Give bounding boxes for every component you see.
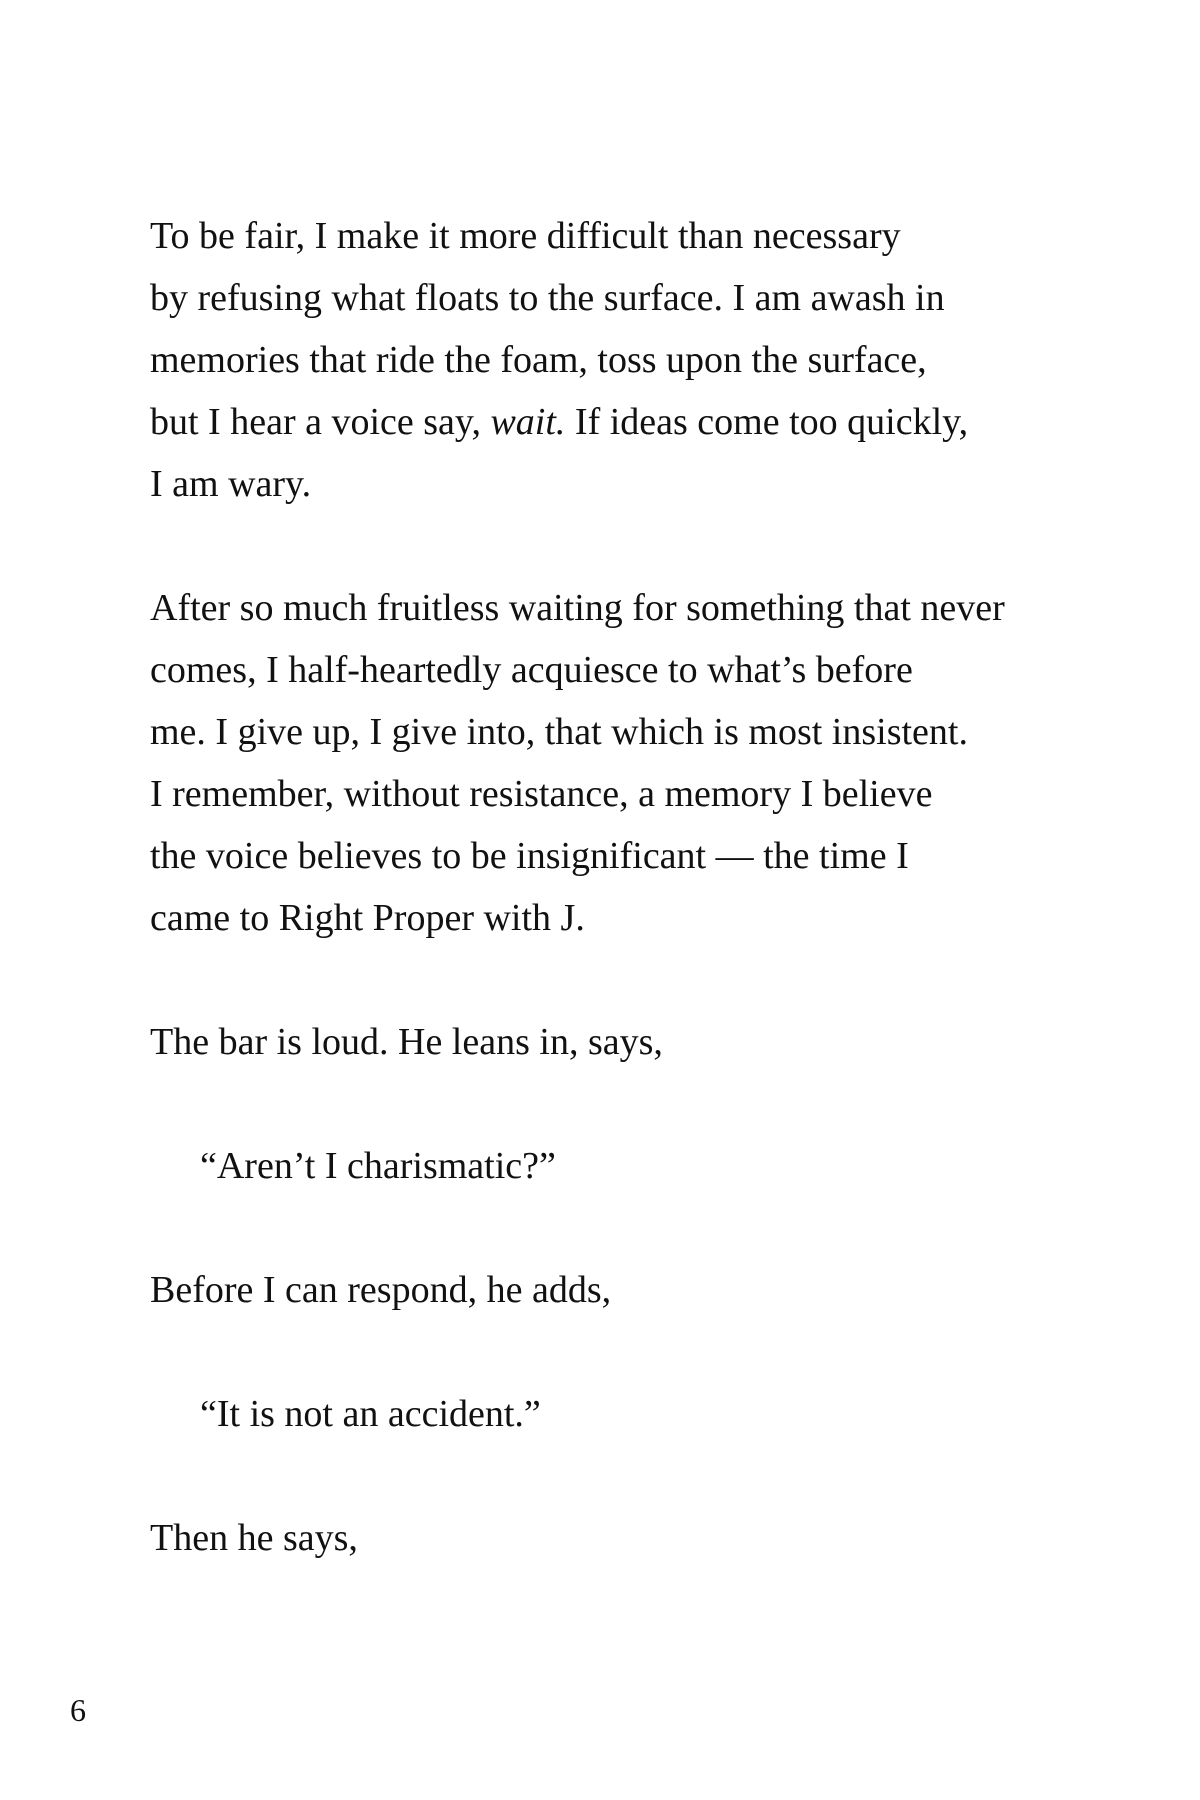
paragraph-2 bbox=[150, 577, 1070, 949]
dialogue-quote-1 bbox=[150, 1135, 1070, 1197]
text-line: “It is not an accident.” bbox=[200, 1393, 541, 1435]
text-line bbox=[150, 391, 1070, 453]
text-line: To be fair, I make it more difficult than necessary bbox=[150, 215, 901, 257]
paragraph-5 bbox=[150, 1507, 1070, 1569]
text-line: After so much fruitless waiting for something that never bbox=[150, 587, 1005, 629]
text-line: the voice believes to be insignificant — the time I bbox=[150, 835, 909, 877]
text-line: I remember, without resistance, a memory I believe bbox=[150, 773, 933, 815]
text-line: The bar is loud. He leans in, says, bbox=[150, 1021, 663, 1063]
text-line: by refusing what floats to the surface. I am awash in bbox=[150, 277, 945, 319]
paragraph-3 bbox=[150, 1011, 1070, 1073]
text-line: Then he says, bbox=[150, 1517, 358, 1559]
page-body bbox=[150, 205, 1070, 1569]
text-line: “Aren’t I charismatic?” bbox=[200, 1145, 556, 1187]
text-segment: If ideas come too quickly, bbox=[565, 401, 969, 443]
text-line: comes, I half-heartedly acquiesce to what’s before bbox=[150, 649, 913, 691]
page-number: 6 bbox=[70, 1692, 86, 1728]
paragraph-1 bbox=[150, 205, 1070, 515]
paragraph-4 bbox=[150, 1259, 1070, 1321]
emphasized-word: wait. bbox=[490, 401, 566, 443]
text-line: memories that ride the foam, toss upon the surface, bbox=[150, 339, 927, 381]
text-segment: but I hear a voice say, bbox=[150, 401, 491, 443]
dialogue-quote-2 bbox=[150, 1383, 1070, 1445]
text-line: me. I give up, I give into, that which is most insistent. bbox=[150, 711, 968, 753]
text-line: Before I can respond, he adds, bbox=[150, 1269, 612, 1311]
text-line: came to Right Proper with J. bbox=[150, 897, 585, 939]
text-line: I am wary. bbox=[150, 463, 312, 505]
